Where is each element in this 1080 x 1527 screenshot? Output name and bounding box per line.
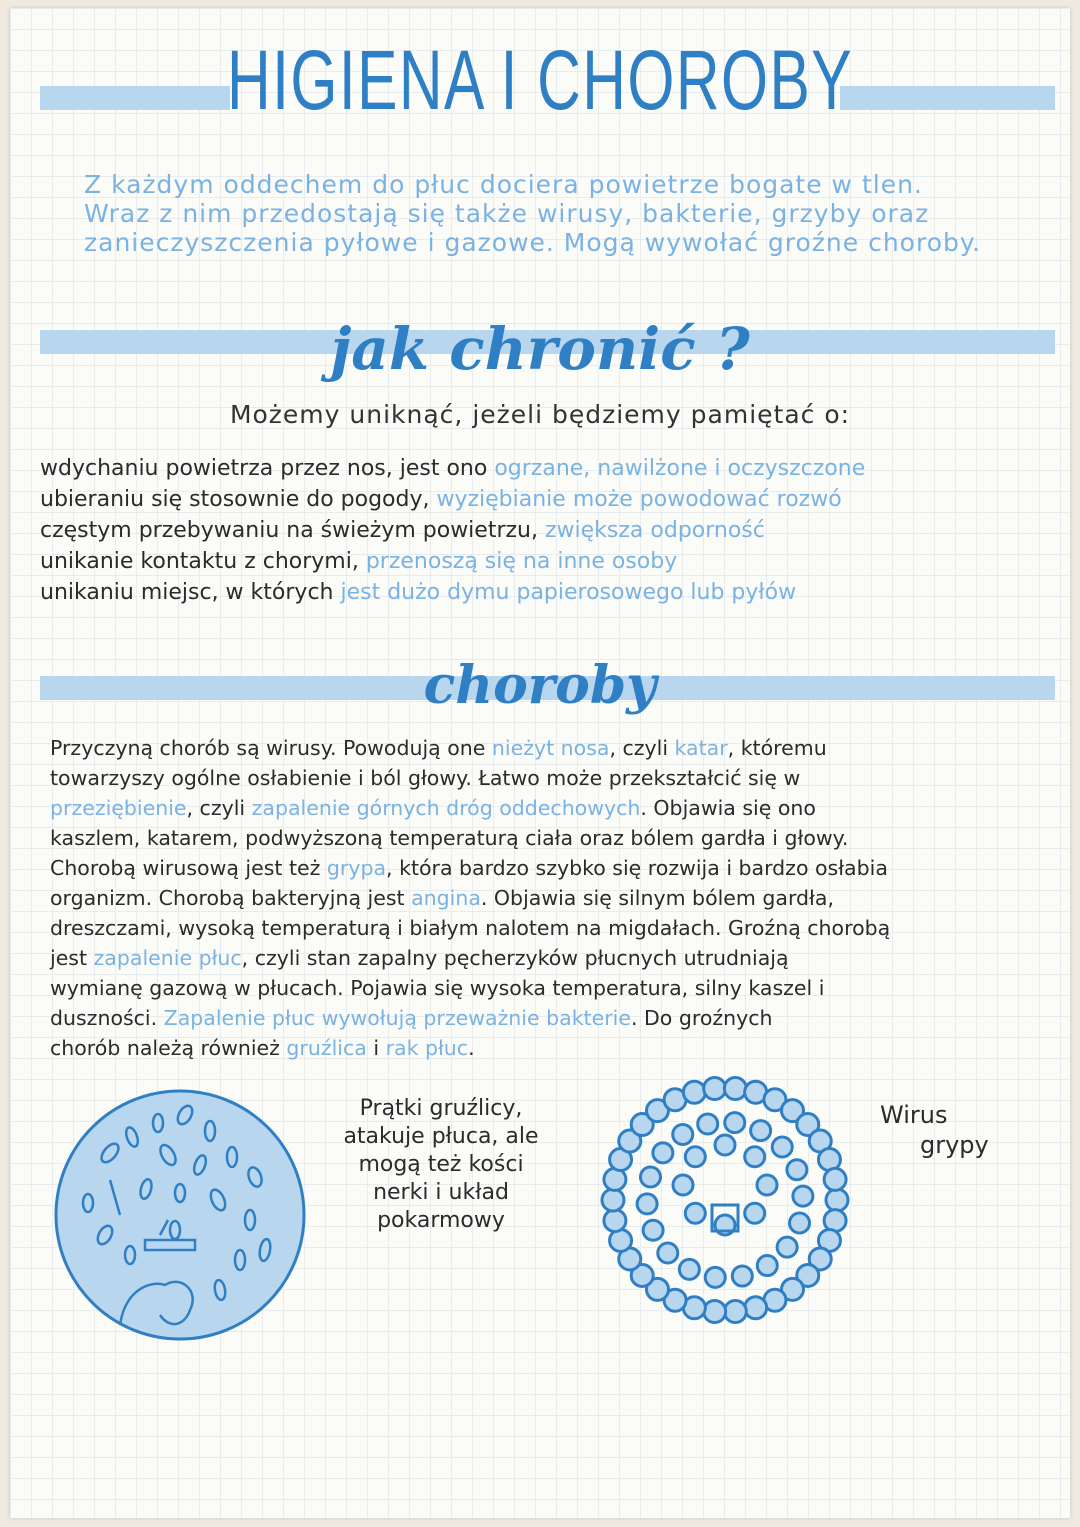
virus-particle (793, 1186, 813, 1206)
text-run: , któremu (727, 736, 827, 760)
caption-line: mogą też kości (358, 1152, 524, 1177)
paragraph-line (50, 853, 1060, 883)
virus-particle (724, 1301, 746, 1323)
virus-particle (698, 1114, 718, 1134)
intro-line: zanieczyszczenia pyłowe i gazowe. Mogą wywołać groźne choroby. (84, 228, 982, 257)
virus-particle (640, 1167, 660, 1187)
virus-caption (880, 1100, 1030, 1160)
protection-list (40, 453, 1060, 608)
intro-line: Wraz z nim przedostają się także wirusy, bakterie, grzyby oraz (84, 199, 930, 228)
text-run: . (468, 1036, 475, 1060)
intro-text (84, 170, 1034, 257)
paragraph-line (50, 973, 1060, 1003)
virus-particle (826, 1189, 848, 1211)
virus-particle (704, 1077, 726, 1099)
highlight-term: przeziębienie (50, 796, 187, 820)
caption-line: Wirus (880, 1101, 948, 1129)
text-run: . Objawia się ono (640, 796, 816, 820)
virus-particle (679, 1259, 699, 1279)
caption-line: nerki i układ (373, 1180, 509, 1205)
virus-particle (745, 1297, 767, 1319)
paragraph-line (50, 883, 1060, 913)
text-run: kaszlem, katarem, podwyższoną temperaturą ciała oraz bólem gardła i głowy. (50, 826, 849, 850)
virus-particle (653, 1143, 673, 1163)
virus-particle (772, 1137, 792, 1157)
list-item: częstym przebywaniu na świeżym powietrzu, zwiększa odporność (40, 518, 765, 543)
caption-line: grypy (920, 1131, 989, 1159)
virus-particle (637, 1194, 657, 1214)
text-run: jest (50, 946, 94, 970)
paragraph-line (50, 1003, 1060, 1033)
text-run: organizm. Chorobą bakteryjną jest (50, 886, 412, 910)
bacteria-caption (316, 1095, 566, 1235)
bacteria-illustration (50, 1085, 310, 1345)
highlight-term: katar (674, 736, 728, 760)
virus-particle (757, 1256, 777, 1276)
virus-particle (673, 1175, 693, 1195)
section-heading-protect: jak chronić ? (330, 315, 750, 383)
text-run: duszności. (50, 1006, 164, 1030)
virus-particle (685, 1203, 705, 1223)
highlight-term: zapalenie górnych dróg oddechowych (251, 796, 641, 820)
text-run: , czyli stan zapalny pęcherzyków płucnych utrudniają (241, 946, 789, 970)
virus-particle (725, 1113, 745, 1133)
highlight-term: nieżyt nosa (491, 736, 610, 760)
intro-line: Z każdym oddechem do płuc dociera powietrze bogate w tlen. (84, 170, 923, 199)
text-run: . Objawia się silnym bólem gardła, (480, 886, 834, 910)
virus-particle (685, 1147, 705, 1167)
text-run: chorób należą również (50, 1036, 287, 1060)
virus-particle (683, 1081, 705, 1103)
virus-particle (745, 1203, 765, 1223)
virus-particle (751, 1121, 771, 1141)
virus-particle (824, 1168, 846, 1190)
page-title: HIGIENA I CHOROBY (226, 33, 854, 127)
text-run: Przyczyną chorób są wirusy. Powodują one (50, 736, 492, 760)
text-run: , czyli (186, 796, 252, 820)
virus-particle (787, 1160, 807, 1180)
text-run: . Do groźnych (630, 1006, 773, 1030)
virus-particle (604, 1210, 626, 1232)
text-run: , czyli (609, 736, 675, 760)
virus-particle (715, 1135, 735, 1155)
text-run: towarzyszy ogólne osłabienie i ból głowy. Łatwo może przekształcić się w (50, 766, 801, 790)
text-run: dreszczami, wysoką temperaturą i białym nalotem na migdałach. Groźną chorobą (50, 916, 891, 940)
highlight-term: gruźlica (286, 1036, 367, 1060)
virus-particle (757, 1175, 777, 1195)
section-heading-diseases: choroby (423, 655, 657, 716)
highlight-term: grypa (326, 856, 387, 880)
paragraph-line (50, 913, 1060, 943)
list-item: ubieraniu się stosownie do pogody, wyziębianie może powodować rozwó (40, 487, 842, 512)
virus-illustration (590, 1065, 860, 1335)
highlight-term: zapalenie płuc (93, 946, 242, 970)
virus-particle (777, 1237, 797, 1257)
virus-particle (704, 1301, 726, 1323)
caption-line: atakuje płuca, ale (343, 1124, 539, 1149)
section-lead: Możemy uniknąć, jeżeli będziemy pamiętać o: (229, 400, 851, 429)
list-item: unikaniu miejsc, w których jest dużo dymu papierosowego lub pyłów (40, 580, 797, 605)
paragraph-line (50, 943, 1060, 973)
paragraph-line (50, 763, 1060, 793)
virus-particle (602, 1189, 624, 1211)
highlight-term: Zapalenie płuc wywołują przeważnie bakterie (163, 1006, 631, 1030)
virus-particle (658, 1243, 678, 1263)
diseases-paragraph (50, 733, 1060, 1063)
virus-particle (732, 1266, 752, 1286)
list-item: wdychaniu powietrza przez nos, jest ono ogrzane, nawilżone i oczyszczone (40, 456, 866, 481)
caption-line: Prątki gruźlicy, (359, 1096, 523, 1121)
paragraph-line (50, 823, 1060, 853)
paragraph-line (50, 1033, 1060, 1063)
highlight-term: angina (411, 886, 481, 910)
virus-particle (673, 1124, 693, 1144)
text-run: wymianę gazową w płucach. Pojawia się wysoka temperatura, silny kaszel i (50, 976, 825, 1000)
virus-particle (745, 1147, 765, 1167)
virus-particle (643, 1220, 663, 1240)
virus-particle (724, 1077, 746, 1099)
text-run: i (366, 1036, 386, 1060)
paragraph-line (50, 793, 1060, 823)
text-run: Chorobą wirusową jest też (50, 856, 327, 880)
virus-particle (790, 1213, 810, 1233)
caption-line: pokarmowy (377, 1208, 505, 1233)
paragraph-line (50, 733, 1060, 763)
list-item: unikanie kontaktu z chorymi, przenoszą się na inne osoby (40, 549, 678, 574)
text-run: , która bardzo szybko się rozwija i bardzo osłabia (386, 856, 888, 880)
virus-particle (705, 1267, 725, 1287)
highlight-term: rak płuc (385, 1036, 469, 1060)
